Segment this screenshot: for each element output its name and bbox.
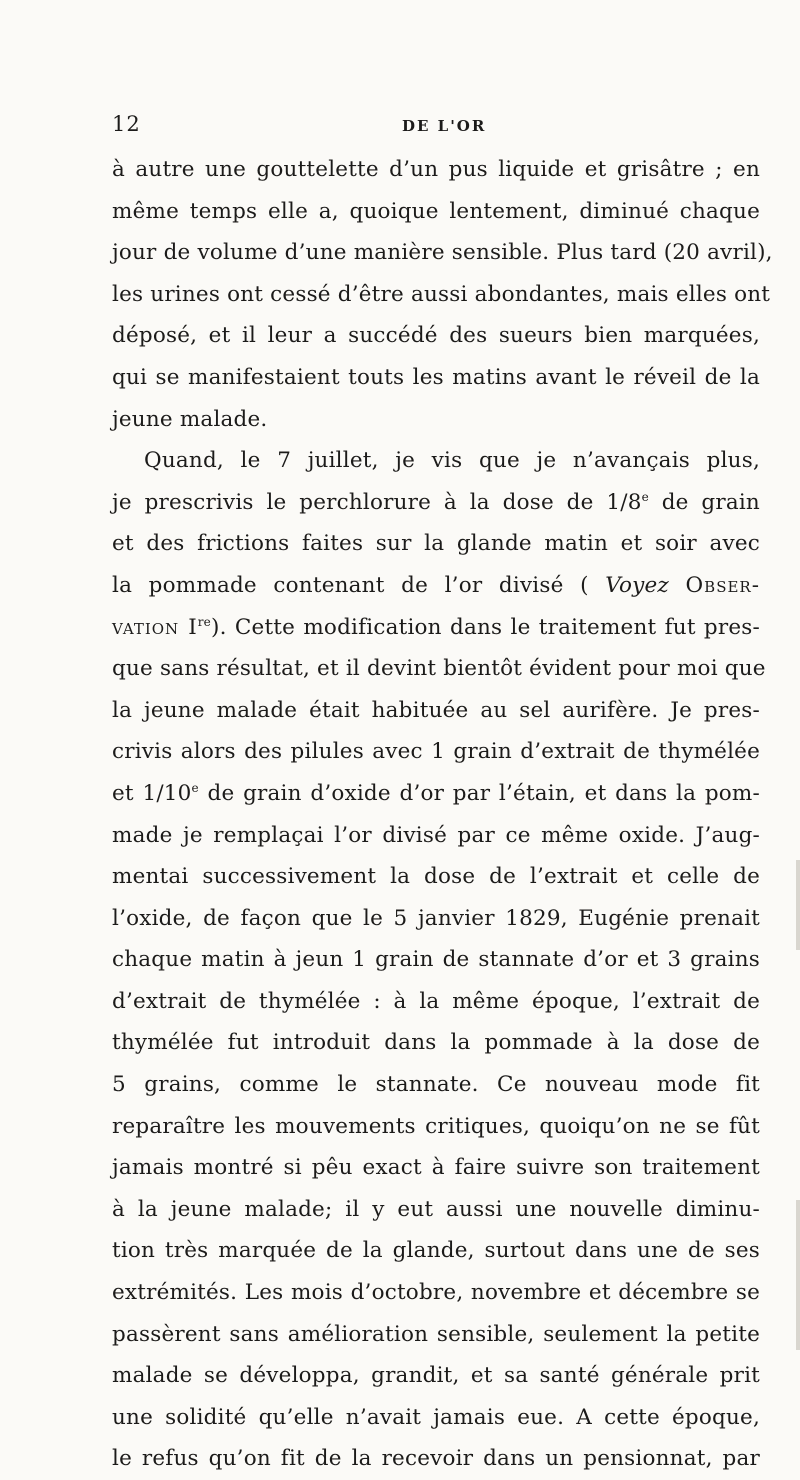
text-line: que sans résultat, et il devint bientôt évident pour moi que <box>112 656 766 682</box>
text-line: la jeune malade était habituée au sel aurifère. Je pres- <box>112 697 760 723</box>
text-line <box>112 565 760 607</box>
small-caps-reference: Obser- <box>685 572 760 598</box>
text-line: même temps elle a, quoique lentement, diminué chaque <box>112 198 760 224</box>
text-line <box>112 482 760 524</box>
small-caps-reference: vation I <box>112 614 198 640</box>
italic-reference: Voyez <box>605 572 669 598</box>
text-segment: de grain <box>648 489 760 515</box>
text-line: crivis alors des pilules avec 1 grain d’extrait de thymélée <box>112 739 760 765</box>
text-line: reparaître les mouvements critiques, quoiqu’on ne se fût <box>112 1113 760 1139</box>
text-line: mentai successivement la dose de l’extrait et celle de <box>112 864 760 890</box>
text-line: made je remplaçai l’or divisé par ce même oxide. J’aug- <box>112 822 760 848</box>
text-line: qui se manifestaient touts les matins avant le réveil de la <box>112 364 760 390</box>
text-segment: la pommade contenant de l’or divisé ( <box>112 572 589 598</box>
page-number: 12 <box>112 112 141 136</box>
text-line <box>112 607 760 649</box>
text-line: chaque matin à jeun 1 grain de stannate d’or et 3 grains <box>112 947 760 973</box>
text-line: et des frictions faites sur la glande matin et soir avec <box>112 531 760 557</box>
text-segment: de grain d’oxide d’or par l’étain, et dans la pom- <box>198 780 760 806</box>
text-segment: je prescrivis le perchlorure à la dose de 1/8 <box>112 489 642 515</box>
text-line: déposé, et il leur a succédé des sueurs bien marquées, <box>112 323 760 349</box>
text-line: malade se développa, grandit, et sa santé générale prit <box>112 1363 760 1389</box>
body-text <box>112 149 773 1480</box>
text-line: jeune malade. <box>112 406 268 432</box>
text-segment: et 1/10 <box>112 780 192 806</box>
superscript: re <box>197 614 211 629</box>
page-edge-shadow <box>796 1200 800 1350</box>
text-line: d’extrait de thymélée : à la même époque, l’extrait de <box>112 988 760 1014</box>
text-line: extrémités. Les mois d’octobre, novembre et décembre se <box>112 1280 760 1306</box>
text-line: passèrent sans amélioration sensible, seulement la petite <box>112 1321 760 1347</box>
running-title: DE L'OR <box>402 117 487 135</box>
text-segment: ). Cette modification dans le traitement fut pres- <box>211 614 760 640</box>
text-line: les urines ont cessé d’être aussi abondantes, mais elles ont <box>112 281 771 307</box>
text-line: Quand, le 7 juillet, je vis que je n’avançais plus, <box>144 448 760 474</box>
text-line <box>112 773 760 815</box>
text-line: l’oxide, de façon que le 5 janvier 1829, Eugénie prenait <box>112 905 760 931</box>
text-line: jamais montré si pêu exact à faire suivre son traitement <box>112 1155 760 1181</box>
superscript: e <box>191 780 199 795</box>
text-line: à autre une gouttelette d’un pus liquide et grisâtre ; en <box>112 157 760 182</box>
text-line: jour de volume d’une manière sensible. Plus tard (20 avril), <box>112 240 773 266</box>
text-line: à la jeune malade; il y eut aussi une nouvelle diminu- <box>112 1196 760 1222</box>
text-line: thymélée fut introduit dans la pommade à la dose de <box>112 1030 760 1056</box>
text-line: une solidité qu’elle n’avait jamais eue. A cette époque, <box>112 1404 760 1430</box>
text-line: 5 grains, comme le stannate. Ce nouveau mode fit <box>112 1072 760 1098</box>
superscript: e <box>641 489 649 504</box>
page-edge-shadow <box>796 860 800 950</box>
text-line: le refus qu’on fit de la recevoir dans un pensionnat, par <box>112 1446 760 1472</box>
text-line: tion très marquée de la glande, surtout dans une de ses <box>112 1238 760 1264</box>
